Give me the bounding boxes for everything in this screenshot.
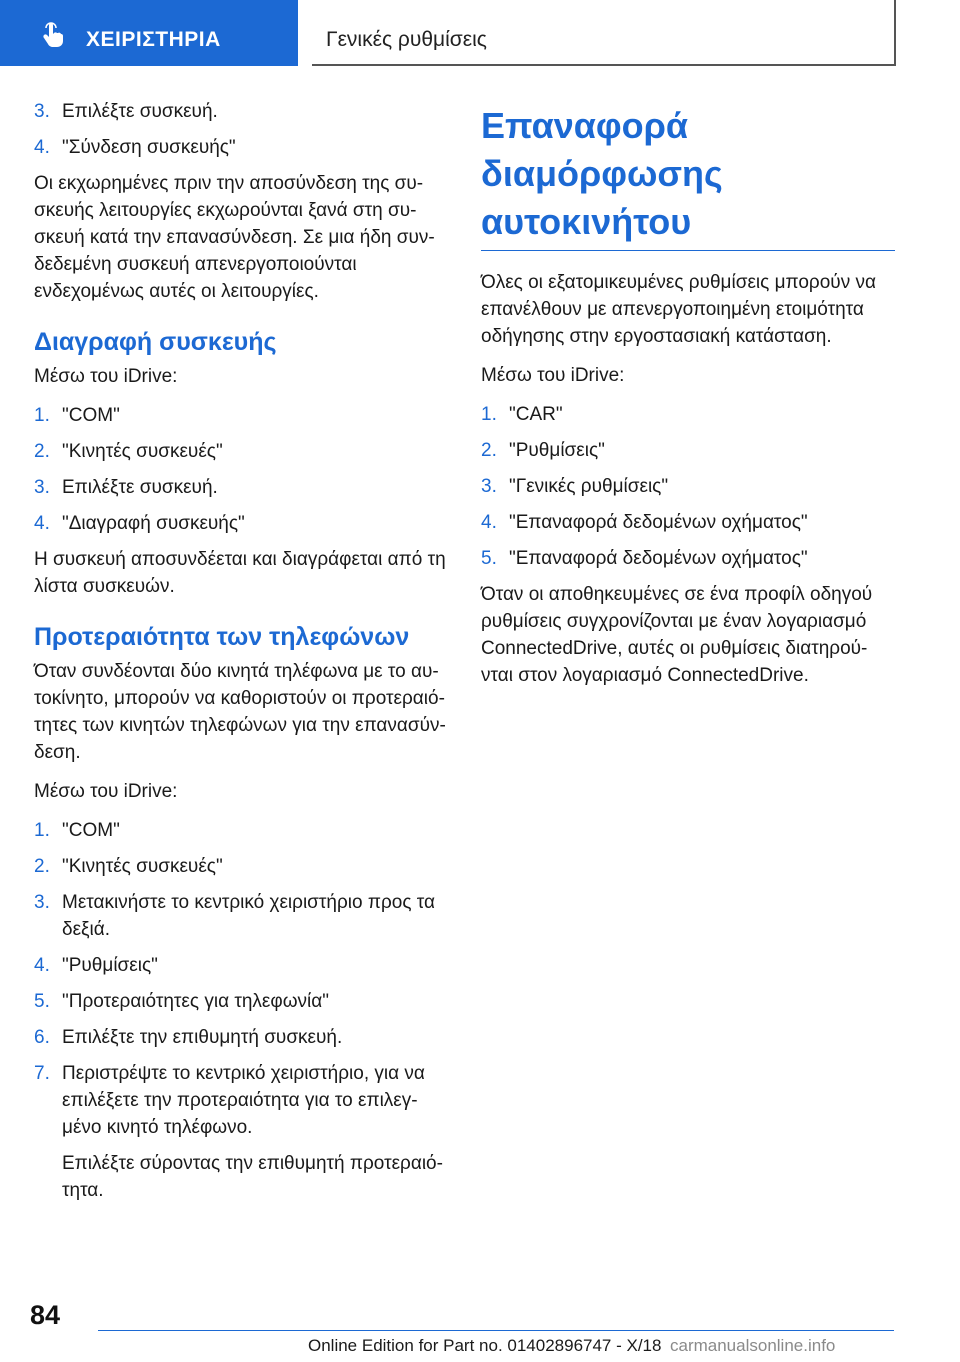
step-text: Επιλέξτε την επιθυμητή συσκευή. xyxy=(62,1027,343,1048)
paragraph: Μέσω του iDrive: xyxy=(481,365,625,386)
list-item xyxy=(34,952,454,979)
list-item xyxy=(481,473,895,500)
step-number: 3. xyxy=(34,101,50,122)
list-item xyxy=(34,510,454,537)
step-text: "Κινητές συσκευές" xyxy=(62,856,223,877)
step-text: "Ρυθμίσεις" xyxy=(62,955,158,976)
step-text: "Επαναφορά δεδομένων οχήματος" xyxy=(509,512,808,533)
watermark: carmanualsonline.info xyxy=(670,1336,836,1355)
paragraph: Οι εκχωρημένες πριν την αποσύνδεση της συ- σκευής λειτουργίες εκχωρούνται ξανά στη συ- σκευή κατά την επανασύνδεση. Σε μια ήδη συν- δεδεμένη συσκευή απενεργοποιούνται ενδεχομένως αυτές οι λειτουργίες. xyxy=(34,173,435,302)
list-item xyxy=(34,1024,454,1051)
paragraph: Όταν οι αποθηκευμένες σε ένα προφίλ οδηγού ρυθμίσεις συγχρονίζονται με έναν λογαριασμό ConnectedDrive, αυτές οι ρυθμίσεις διατηρού- νται στον λογαριασμό ConnectedDrive. xyxy=(481,584,873,686)
section-title: Γενικές ρυθμίσεις xyxy=(326,28,487,51)
step-text: Επιλέξτε συσκευή. xyxy=(62,477,218,498)
step-text: Μετακινήστε το κεντρικό χειριστήριο προς τα δεξιά. xyxy=(62,892,435,940)
page-number: 84 xyxy=(30,1300,61,1330)
list-item xyxy=(34,98,454,125)
paragraph: Η συσκευή αποσυνδέεται και διαγράφεται από τη λίστα συσκευών. xyxy=(34,549,446,597)
list-item xyxy=(34,438,454,465)
list-item xyxy=(34,889,454,943)
list-item xyxy=(34,474,454,501)
chapter-tab[interactable] xyxy=(0,0,298,66)
step-text: "Προτεραιότητες για τηλεφωνία" xyxy=(62,991,329,1012)
step-text: "Διαγραφή συσκευής" xyxy=(62,513,245,534)
step-number: 6. xyxy=(34,1027,50,1048)
chapter-tab-label: ΧΕΙΡΙΣΤΗΡΙΑ xyxy=(86,28,221,51)
list-item xyxy=(481,509,895,536)
step-number: 1. xyxy=(34,405,50,426)
paragraph: Επιλέξτε σύροντας την επιθυμητή προτεραιό- τητα. xyxy=(62,1153,443,1201)
section-header xyxy=(312,0,896,66)
step-text: "Ρυθμίσεις" xyxy=(509,440,605,461)
step-number: 1. xyxy=(34,820,50,841)
step-number: 4. xyxy=(34,137,50,158)
step-number: 4. xyxy=(34,955,50,976)
paragraph: Μέσω του iDrive: xyxy=(34,366,178,387)
list-item xyxy=(34,988,454,1015)
section-heading: Προτεραιότητα των τηλεφώνων xyxy=(34,623,410,651)
step-text: "Γενικές ρυθμίσεις" xyxy=(509,476,669,497)
step-number: 1. xyxy=(481,404,497,425)
step-text: "Κινητές συσκευές" xyxy=(62,441,223,462)
paragraph: Μέσω του iDrive: xyxy=(34,781,178,802)
list-item xyxy=(34,134,454,161)
step-number: 5. xyxy=(481,548,497,569)
step-text: Περιστρέψτε το κεντρικό χειριστήριο, για να επιλέξετε την προτεραιότητα για το επιλεγ- μένο κινητό τηλέφωνο. xyxy=(62,1063,425,1138)
step-number: 4. xyxy=(34,513,50,534)
step-number: 5. xyxy=(34,991,50,1012)
list-item xyxy=(481,401,895,428)
step-number: 3. xyxy=(34,477,50,498)
list-item xyxy=(34,853,454,880)
step-text: "CAR" xyxy=(509,404,563,425)
list-item xyxy=(34,1060,454,1141)
step-text: "Επαναφορά δεδομένων οχήματος" xyxy=(509,548,808,569)
hand-pointer-icon xyxy=(40,22,66,48)
list-item xyxy=(481,437,895,464)
step-number: 2. xyxy=(34,441,50,462)
paragraph: Όλες οι εξατομικευμένες ρυθμίσεις μπορούν να επανέλθουν με απενεργοποιημένη ετοιμότητα οδήγησης στην εργοστασιακή κατάσταση. xyxy=(481,272,876,347)
list-item xyxy=(481,545,895,572)
page-section-heading: Επαναφορά διαμόρφωσης αυτοκινήτου xyxy=(481,102,895,251)
step-number: 3. xyxy=(481,476,497,497)
list-item xyxy=(34,817,454,844)
paragraph: Όταν συνδέονται δύο κινητά τηλέφωνα με το αυ- τοκίνητο, μπορούν να καθοριστούν οι προτεραιό- τητες των κινητών τηλεφώνων για την επανασύν- δεση. xyxy=(34,661,446,763)
step-text: "Σύνδεση συσκευής" xyxy=(62,137,236,158)
left-column xyxy=(34,98,454,1216)
step-number: 3. xyxy=(34,892,50,913)
step-number: 2. xyxy=(34,856,50,877)
right-column xyxy=(481,98,895,701)
list-item xyxy=(34,402,454,429)
step-text: "COM" xyxy=(62,820,120,841)
step-text: "COM" xyxy=(62,405,120,426)
section-heading: Διαγραφή συσκευής xyxy=(34,328,277,356)
step-number: 7. xyxy=(34,1063,50,1084)
footer-edition: Online Edition for Part no. 01402896747 - X/18 xyxy=(308,1336,662,1355)
step-number: 4. xyxy=(481,512,497,533)
footer-divider xyxy=(98,1330,894,1331)
step-number: 2. xyxy=(481,440,497,461)
step-text: Επιλέξτε συσκευή. xyxy=(62,101,218,122)
